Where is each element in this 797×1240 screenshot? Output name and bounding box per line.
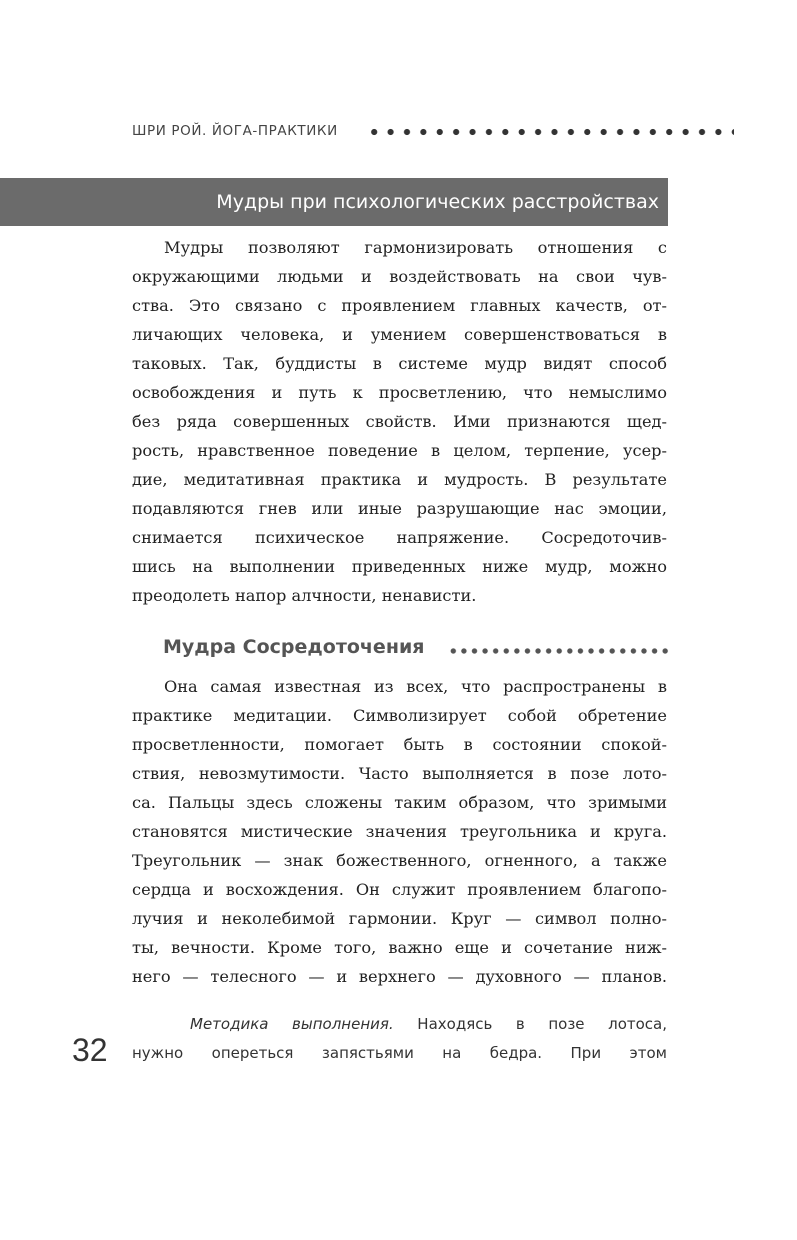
text-line: Треугольник — знак божественного, огненного, а также xyxy=(132,851,667,870)
text-line: рость, нравственное поведение в целом, терпение, усер- xyxy=(132,441,667,460)
text-line: без ряда совершенных свойств. Ими признаются щед- xyxy=(132,412,667,431)
text-line: личающих человека, и умением совершенствоваться в xyxy=(132,325,667,344)
section-paragraph xyxy=(132,672,667,991)
text-line: Она самая известная из всех, что распространены в xyxy=(164,677,667,696)
text-line: ства. Это связано с проявлением главных качеств, от- xyxy=(132,296,667,315)
text-line: просветленности, помогает быть в состоянии спокой- xyxy=(132,735,667,754)
text-line: преодолеть напор алчности, ненависти. xyxy=(132,586,477,605)
chapter-bar xyxy=(0,178,668,226)
text-line: таковых. Так, буддисты в системе мудр видят способ xyxy=(132,354,667,373)
text-line: подавляются гнев или иные разрушающие нас эмоции, xyxy=(132,499,667,518)
text-line: освобождения и путь к просветлению, что немыслимо xyxy=(132,383,667,402)
chapter-title: Мудры при психологических расстройствах xyxy=(216,191,659,213)
text-line: нужно опереться запястьями на бедра. При этом xyxy=(132,1044,667,1062)
text-line: Мудры позволяют гармонизировать отношения с xyxy=(164,238,667,257)
text-line: са. Пальцы здесь сложены таким образом, что зримыми xyxy=(132,793,667,812)
text-line: дие, медитативная практика и мудрость. В результате xyxy=(132,470,667,489)
text-line: ствия, невозмутимости. Часто выполняется в позе лото- xyxy=(132,764,667,783)
section-heading-text: Мудра Сосредоточения xyxy=(163,636,425,658)
method-paragraph xyxy=(132,1010,667,1068)
text-line: лучия и неколебимой гармонии. Круг — символ полно- xyxy=(132,909,667,928)
text-line: окружающими людьми и воздействовать на свои чув- xyxy=(132,267,667,286)
intro-paragraph xyxy=(132,233,667,610)
text-line: снимается психическое напряжение. Сосредоточив- xyxy=(132,528,667,547)
running-head xyxy=(132,121,732,143)
method-line1-text: Находясь в позе лотоса, xyxy=(393,1015,667,1033)
page-number: 32 xyxy=(72,1032,108,1068)
method-label: Методика выполнения. xyxy=(190,1015,394,1033)
section-heading xyxy=(132,632,667,662)
section-heading-dots xyxy=(448,647,669,655)
text-line: становятся мистические значения треугольника и круга. xyxy=(132,822,667,841)
running-head-text: ШРИ РОЙ. ЙОГА-ПРАКТИКИ xyxy=(132,123,338,139)
text-line: практике медитации. Символизирует собой обретение xyxy=(132,706,667,725)
text-line xyxy=(132,1010,667,1039)
running-head-dots xyxy=(366,128,734,136)
text-line: сердца и восхождения. Он служит проявлением благопо- xyxy=(132,880,667,899)
text-line: него — телесного — и верхнего — духовного — планов. xyxy=(132,967,667,986)
text-line: ты, вечности. Кроме того, важно еще и сочетание ниж- xyxy=(132,938,667,957)
text-line: шись на выполнении приведенных ниже мудр, можно xyxy=(132,557,667,576)
